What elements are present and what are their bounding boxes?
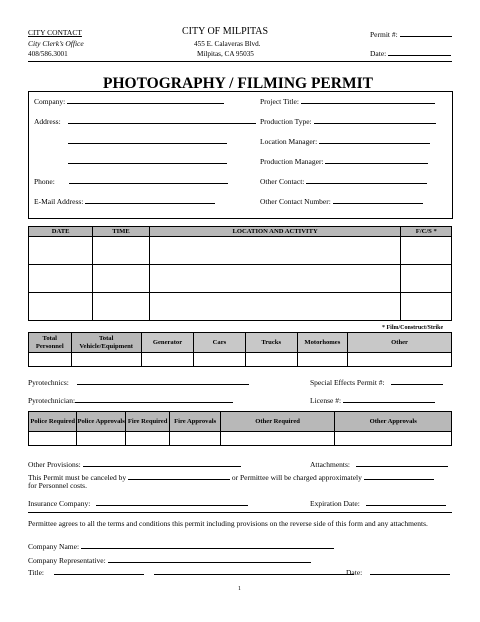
approvals-header-police-required: Police Required xyxy=(29,412,77,432)
approvals-cell[interactable] xyxy=(220,432,335,446)
page-number: 1 xyxy=(238,586,241,592)
permit-number-label: Permit #: xyxy=(370,30,398,39)
approvals-row xyxy=(29,432,452,446)
equipment-row xyxy=(29,353,452,367)
equipment-table xyxy=(28,332,452,367)
approvals-header-fire-required: Fire Required xyxy=(125,412,170,432)
schedule-header-fcs: F/C/S * xyxy=(401,227,452,237)
schedule-cell[interactable] xyxy=(29,265,93,293)
schedule-cell[interactable] xyxy=(401,293,452,321)
equipment-header-cars: Cars xyxy=(194,333,246,353)
equipment-header-trucks: Trucks xyxy=(245,333,297,353)
approvals-cell[interactable] xyxy=(125,432,170,446)
other-contact-field[interactable]: Other Contact: xyxy=(260,176,427,186)
schedule-footnote: * Film/Construct/Strike xyxy=(382,325,444,331)
contact-phone: 408/586.3001 xyxy=(28,50,68,58)
approvals-cell[interactable] xyxy=(170,432,220,446)
permit-number-field[interactable] xyxy=(370,29,452,39)
equipment-header-vehicles: Total Vehicle/Equipment xyxy=(71,333,141,353)
equipment-cell[interactable] xyxy=(245,353,297,367)
header-divider xyxy=(28,61,452,62)
schedule-cell[interactable] xyxy=(149,237,401,265)
cancel-date-input[interactable] xyxy=(128,472,230,480)
equipment-cell[interactable] xyxy=(71,353,141,367)
approvals-cell[interactable] xyxy=(335,432,452,446)
header-date-label: Date: xyxy=(370,49,387,58)
attachments-field[interactable]: Attachments: xyxy=(310,459,448,469)
special-effects-permit-field[interactable]: Special Effects Permit #: xyxy=(310,377,443,387)
equipment-cell[interactable] xyxy=(348,353,452,367)
agreement-divider xyxy=(28,512,452,513)
schedule-cell[interactable] xyxy=(401,237,452,265)
other-provisions-field[interactable]: Other Provisions: xyxy=(28,459,241,469)
company-representative-field[interactable]: Company Representative: xyxy=(28,555,311,565)
city-address-line2: Milpitas, CA 95035 xyxy=(197,50,254,58)
signature-date-field[interactable]: Date: xyxy=(346,567,450,577)
equipment-cell[interactable] xyxy=(297,353,348,367)
email-field[interactable]: E-Mail Address: xyxy=(34,196,215,206)
project-title-field[interactable]: Project Title: xyxy=(260,96,435,106)
equipment-cell[interactable] xyxy=(141,353,193,367)
production-type-field[interactable]: Production Type: xyxy=(260,116,436,126)
pyrotechnician-field[interactable]: Pyrotechnician: xyxy=(28,395,233,405)
schedule-header-location: LOCATION AND ACTIVITY xyxy=(149,227,401,237)
schedule-cell[interactable] xyxy=(29,293,93,321)
company-name-field[interactable]: Company Name: xyxy=(28,541,334,551)
approvals-header-fire-approvals: Fire Approvals xyxy=(170,412,220,432)
schedule-row xyxy=(29,237,452,265)
schedule-cell[interactable] xyxy=(149,293,401,321)
expiration-date-field[interactable]: Expiration Date: xyxy=(310,498,446,508)
phone-field[interactable]: Phone: xyxy=(34,176,228,186)
approvals-cell[interactable] xyxy=(29,432,77,446)
approvals-header-police-approvals: Police Approvals xyxy=(77,412,125,432)
schedule-row xyxy=(29,293,452,321)
approvals-header-other-approvals: Other Approvals xyxy=(335,412,452,432)
address-field[interactable]: Address: xyxy=(34,116,256,126)
equipment-header-motorhomes: Motorhomes xyxy=(297,333,348,353)
insurance-company-field[interactable]: Insurance Company: xyxy=(28,498,248,508)
city-address-line1: 455 E. Calaveras Blvd. xyxy=(194,40,261,48)
schedule-cell[interactable] xyxy=(29,237,93,265)
equipment-header-other: Other xyxy=(348,333,452,353)
pyrotechnics-field[interactable]: Pyrotechnics: xyxy=(28,377,249,387)
address-line2-field[interactable] xyxy=(68,136,227,146)
other-contact-number-field[interactable]: Other Contact Number: xyxy=(260,196,423,206)
schedule-cell[interactable] xyxy=(93,293,149,321)
schedule-cell[interactable] xyxy=(93,237,149,265)
schedule-cell[interactable] xyxy=(401,265,452,293)
equipment-cell[interactable] xyxy=(29,353,72,367)
city-name: CITY OF MILPITAS xyxy=(182,26,269,37)
city-clerk-office: City Clerk’s Office xyxy=(28,39,84,48)
approvals-header-other-required: Other Required xyxy=(220,412,335,432)
equipment-header-personnel: Total Personnel xyxy=(29,333,72,353)
location-manager-field[interactable]: Location Manager: xyxy=(260,136,430,146)
address-line3-field[interactable] xyxy=(68,156,227,166)
header-date-field[interactable] xyxy=(370,48,451,58)
agreement-statement: Permittee agrees to all the terms and conditions this permit including provisions on the reverse side of this form and any attachments. xyxy=(28,519,428,528)
approvals-cell[interactable] xyxy=(77,432,125,446)
page-title: PHOTOGRAPHY / FILMING PERMIT xyxy=(103,75,373,92)
city-contact-label: CITY CONTACT xyxy=(28,28,82,37)
schedule-cell[interactable] xyxy=(93,265,149,293)
cancellation-field[interactable]: This Permit must be canceled by or Permittee will be charged approximately xyxy=(28,472,434,482)
schedule-header-date: DATE xyxy=(29,227,93,237)
schedule-table xyxy=(28,226,452,321)
cancel-charge-input[interactable] xyxy=(364,472,434,480)
personnel-costs-text: for Personnel costs. xyxy=(28,481,87,490)
equipment-cell[interactable] xyxy=(194,353,246,367)
company-field[interactable]: Company: xyxy=(34,96,224,106)
signature-input[interactable] xyxy=(154,567,354,575)
schedule-cell[interactable] xyxy=(149,265,401,293)
schedule-header-time: TIME xyxy=(93,227,149,237)
schedule-row xyxy=(29,265,452,293)
approvals-table xyxy=(28,411,452,446)
license-field[interactable]: License #: xyxy=(310,395,435,405)
equipment-header-generator: Generator xyxy=(141,333,193,353)
production-manager-field[interactable]: Production Manager: xyxy=(260,156,428,166)
signer-title-field[interactable]: Title: xyxy=(28,567,354,577)
